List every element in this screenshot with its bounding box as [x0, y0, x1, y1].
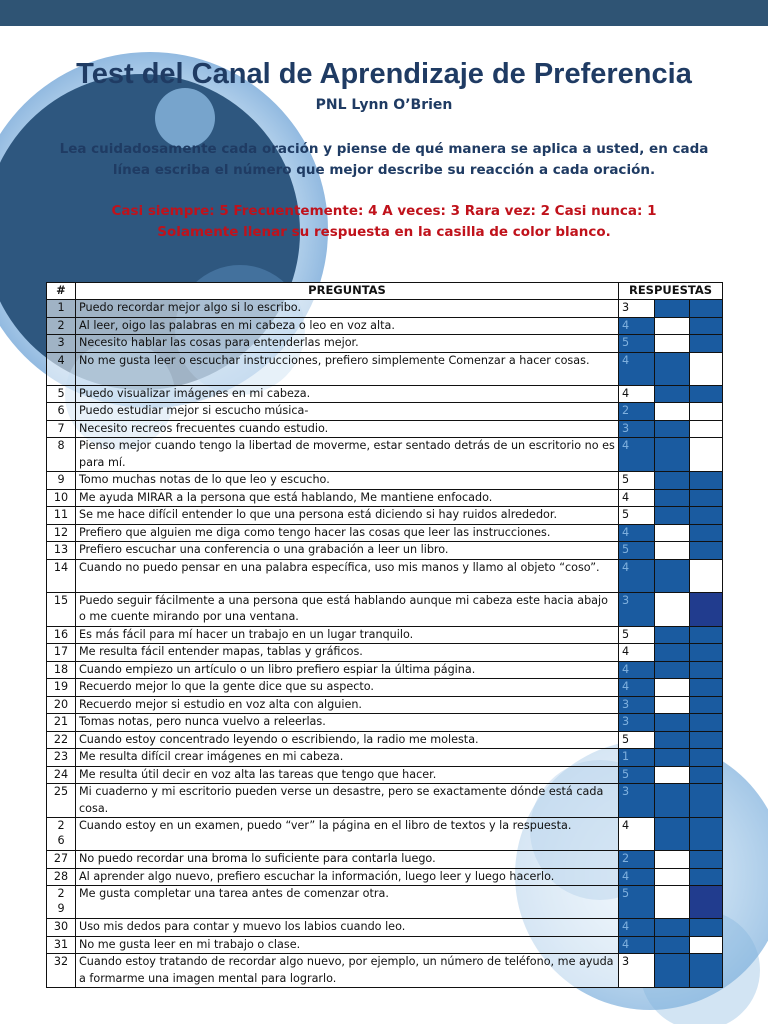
row-number: 22	[47, 731, 76, 749]
row-number: 12	[47, 524, 76, 542]
answer-cell[interactable]: 3	[619, 300, 655, 318]
table-row	[47, 542, 723, 560]
answer-cell[interactable]: 4	[619, 559, 655, 592]
answer-cell-extra[interactable]	[655, 696, 690, 714]
question-text: Me resulta fácil entender mapas, tablas y gráficos.	[76, 644, 619, 662]
question-text: Prefiero escuchar una conferencia o una grabación a leer un libro.	[76, 542, 619, 560]
answer-cell-extra[interactable]	[655, 679, 690, 697]
answer-cell-extra	[655, 749, 690, 767]
row-number: 18	[47, 661, 76, 679]
answer-cell-extra[interactable]	[690, 352, 723, 385]
table-row	[47, 524, 723, 542]
table-row	[47, 919, 723, 937]
answer-cell-extra	[690, 851, 723, 869]
question-text: Me resulta útil decir en voz alta las tareas que tengo que hacer.	[76, 766, 619, 784]
answer-cell-extra[interactable]	[655, 851, 690, 869]
table-row	[47, 818, 723, 851]
answer-cell-extra	[690, 644, 723, 662]
question-text: Cuando estoy concentrado leyendo o escribiendo, la radio me molesta.	[76, 731, 619, 749]
answer-cell-extra	[655, 438, 690, 472]
answer-cell[interactable]: 4	[619, 661, 655, 679]
question-text: Al leer, oigo las palabras en mi cabeza o leo en voz alta.	[76, 317, 619, 335]
row-number: 2 9	[47, 886, 76, 919]
answer-cell[interactable]: 4	[619, 385, 655, 403]
answer-cell-extra[interactable]	[655, 868, 690, 886]
answer-cell[interactable]: 5	[619, 626, 655, 644]
answer-cell[interactable]: 5	[619, 731, 655, 749]
row-number: 13	[47, 542, 76, 560]
answer-cell-extra	[655, 352, 690, 385]
answer-cell[interactable]: 5	[619, 472, 655, 490]
row-number: 17	[47, 644, 76, 662]
answer-cell-extra	[655, 385, 690, 403]
row-number: 14	[47, 559, 76, 592]
page-subtitle: PNL Lynn O’Brien	[315, 97, 453, 113]
question-text: Me resulta difícil crear imágenes en mi cabeza.	[76, 749, 619, 767]
answer-cell-extra	[655, 936, 690, 954]
question-text: Tomo muchas notas de lo que leo y escucho.	[76, 472, 619, 490]
answer-cell-extra	[655, 300, 690, 318]
table-row	[47, 335, 723, 353]
answer-cell[interactable]: 4	[619, 352, 655, 385]
row-number: 31	[47, 936, 76, 954]
question-text: Puedo seguir fácilmente a una persona que está hablando aunque mi cabeza este hacia abajo o me cuente mirando por una ventana.	[76, 592, 619, 626]
answer-cell[interactable]: 3	[619, 696, 655, 714]
question-text: Pienso mejor cuando tengo la libertad de moverme, estar sentado detrás de un escritorio no es para mí.	[76, 438, 619, 472]
question-text: Me ayuda MIRAR a la persona que está hablando, Me mantiene enfocado.	[76, 489, 619, 507]
answer-cell-extra	[690, 679, 723, 697]
question-text: Me gusta completar una tarea antes de comenzar otra.	[76, 886, 619, 919]
question-text: Puedo visualizar imágenes en mi cabeza.	[76, 385, 619, 403]
answer-cell[interactable]: 4	[619, 644, 655, 662]
question-text: Recuerdo mejor si estudio en voz alta con alguien.	[76, 696, 619, 714]
answer-cell-extra	[690, 472, 723, 490]
answer-cell-extra	[690, 542, 723, 560]
answer-cell-extra	[690, 954, 723, 988]
table-row	[47, 592, 723, 626]
instructions-text: Lea cuidadosamente cada oración y piense de qué manera se aplica a usted, en cada línea escriba el número que mejor describe su reacción a cada oración.	[59, 141, 709, 178]
answer-cell[interactable]: 4	[619, 868, 655, 886]
answer-cell-extra[interactable]	[690, 936, 723, 954]
question-text: Cuando no puedo pensar en una palabra específica, uso mis manos y llamo al objeto “coso”.	[76, 559, 619, 592]
answer-cell[interactable]: 5	[619, 507, 655, 525]
answer-cell-extra	[655, 559, 690, 592]
answer-cell-extra	[690, 749, 723, 767]
table-row	[47, 385, 723, 403]
table-row	[47, 749, 723, 767]
answer-cell-extra	[690, 868, 723, 886]
question-text: Recuerdo mejor lo que la gente dice que su aspecto.	[76, 679, 619, 697]
table-row	[47, 936, 723, 954]
row-number: 23	[47, 749, 76, 767]
answer-cell-extra[interactable]	[655, 524, 690, 542]
row-number: 4	[47, 352, 76, 385]
answer-cell-extra	[690, 731, 723, 749]
table-row	[47, 420, 723, 438]
answer-cell[interactable]: 4	[619, 524, 655, 542]
answer-cell-extra	[690, 507, 723, 525]
answer-cell[interactable]: 4	[619, 317, 655, 335]
row-number: 2	[47, 317, 76, 335]
header-answers: RESPUESTAS	[619, 283, 723, 300]
table-row	[47, 661, 723, 679]
answer-cell-extra	[655, 919, 690, 937]
answer-cell-extra	[690, 766, 723, 784]
answer-cell-extra[interactable]	[690, 403, 723, 421]
question-text: Cuando empiezo un artículo o un libro prefiero espiar la última página.	[76, 661, 619, 679]
answer-cell-extra	[690, 784, 723, 818]
answer-cell-extra	[655, 507, 690, 525]
answer-cell-extra	[690, 335, 723, 353]
answer-cell[interactable]: 2	[619, 403, 655, 421]
question-text: Cuando estoy en un examen, puedo “ver” la página en el libro de textos y la respuesta.	[76, 818, 619, 851]
answer-cell-extra	[655, 489, 690, 507]
row-number: 6	[47, 403, 76, 421]
row-number: 2 6	[47, 818, 76, 851]
table-row	[47, 472, 723, 490]
table-row	[47, 300, 723, 318]
row-number: 7	[47, 420, 76, 438]
table-row	[47, 438, 723, 472]
answer-cell-extra	[655, 714, 690, 732]
answer-cell-extra	[655, 644, 690, 662]
row-number: 5	[47, 385, 76, 403]
row-number: 27	[47, 851, 76, 869]
question-text: Es más fácil para mí hacer un trabajo en un lugar tranquilo.	[76, 626, 619, 644]
row-number: 9	[47, 472, 76, 490]
answer-cell-extra	[690, 524, 723, 542]
question-text: Se me hace difícil entender lo que una persona está diciendo si hay ruidos alrededor.	[76, 507, 619, 525]
row-number: 21	[47, 714, 76, 732]
answer-cell-extra	[690, 626, 723, 644]
answer-cell-extra[interactable]	[690, 559, 723, 592]
question-text: No me gusta leer en mi trabajo o clase.	[76, 936, 619, 954]
table-row	[47, 626, 723, 644]
answer-cell-extra	[690, 489, 723, 507]
row-number: 19	[47, 679, 76, 697]
row-number: 3	[47, 335, 76, 353]
answer-cell-extra	[690, 919, 723, 937]
answer-cell-extra[interactable]	[655, 886, 690, 919]
answer-cell-extra[interactable]	[655, 542, 690, 560]
table-row	[47, 644, 723, 662]
answer-cell-extra	[690, 317, 723, 335]
scale-line: Casi siempre: 5 Frecuentemente: 4 A veces: 3 Rara vez: 2 Casi nunca: 1	[111, 203, 657, 219]
answer-cell-extra[interactable]	[655, 335, 690, 353]
row-number: 15	[47, 592, 76, 626]
answer-cell[interactable]: 3	[619, 420, 655, 438]
table-row	[47, 352, 723, 385]
table-row	[47, 403, 723, 421]
answer-cell[interactable]: 4	[619, 438, 655, 472]
answer-cell[interactable]: 5	[619, 766, 655, 784]
answer-cell[interactable]: 4	[619, 818, 655, 851]
table-row	[47, 851, 723, 869]
answer-cell[interactable]: 5	[619, 335, 655, 353]
header-questions: PREGUNTAS	[76, 283, 619, 300]
answer-cell[interactable]: 4	[619, 919, 655, 937]
answer-cell[interactable]: 1	[619, 749, 655, 767]
answer-cell-extra	[690, 592, 723, 626]
row-number: 25	[47, 784, 76, 818]
answer-cell[interactable]: 3	[619, 714, 655, 732]
header-number: #	[47, 283, 76, 300]
answer-cell-extra	[655, 472, 690, 490]
answer-cell-extra[interactable]	[690, 438, 723, 472]
page-title: Test del Canal de Aprendizaje de Preferencia	[76, 58, 692, 90]
answer-cell-extra[interactable]	[690, 420, 723, 438]
answer-cell-extra	[655, 731, 690, 749]
table-row	[47, 489, 723, 507]
answer-cell-extra	[690, 714, 723, 732]
table-row	[47, 731, 723, 749]
question-text: Prefiero que alguien me diga como tengo hacer las cosas que leer las instrucciones.	[76, 524, 619, 542]
table-row	[47, 954, 723, 988]
table-row	[47, 868, 723, 886]
questions-table	[46, 282, 723, 988]
table-row	[47, 507, 723, 525]
row-number: 10	[47, 489, 76, 507]
answer-cell-extra	[655, 818, 690, 851]
table-row	[47, 679, 723, 697]
answer-cell-extra	[690, 818, 723, 851]
row-number: 1	[47, 300, 76, 318]
answer-cell-extra	[655, 420, 690, 438]
answer-cell-extra	[655, 954, 690, 988]
answer-cell-extra[interactable]	[655, 592, 690, 626]
answer-cell[interactable]: 4	[619, 489, 655, 507]
answer-cell-extra[interactable]	[655, 403, 690, 421]
question-text: Al aprender algo nuevo, prefiero escuchar la información, luego leer y luego hacerlo.	[76, 868, 619, 886]
row-number: 11	[47, 507, 76, 525]
row-number: 8	[47, 438, 76, 472]
row-number: 32	[47, 954, 76, 988]
answer-cell-extra	[690, 300, 723, 318]
answer-cell[interactable]: 2	[619, 851, 655, 869]
row-number: 28	[47, 868, 76, 886]
question-text: Puedo recordar mejor algo si lo escribo.	[76, 300, 619, 318]
question-text: No me gusta leer o escuchar instrucciones, prefiero simplemente Comenzar a hacer cosas.	[76, 352, 619, 385]
answer-cell-extra	[655, 661, 690, 679]
answer-cell-extra[interactable]	[655, 317, 690, 335]
row-number: 24	[47, 766, 76, 784]
answer-cell-extra[interactable]	[655, 766, 690, 784]
row-number: 20	[47, 696, 76, 714]
question-text: Uso mis dedos para contar y muevo los labios cuando leo.	[76, 919, 619, 937]
table-row	[47, 317, 723, 335]
table-row	[47, 766, 723, 784]
answer-cell-extra	[690, 661, 723, 679]
answer-cell[interactable]: 3	[619, 592, 655, 626]
question-text: Mi cuaderno y mi escritorio pueden verse un desastre, pero se exactamente dónde está cada cosa.	[76, 784, 619, 818]
question-text: Puedo estudiar mejor si escucho música-	[76, 403, 619, 421]
question-text: Tomas notas, pero nunca vuelvo a releerlas.	[76, 714, 619, 732]
answer-cell[interactable]: 3	[619, 954, 655, 988]
answer-cell-extra	[690, 886, 723, 919]
question-text: Cuando estoy tratando de recordar algo nuevo, por ejemplo, un número de teléfono, me ayuda a formarme una imagen mental para lograrlo.	[76, 954, 619, 988]
answer-cell-extra	[690, 385, 723, 403]
question-text: Necesito recreos frecuentes cuando estudio.	[76, 420, 619, 438]
table-row	[47, 696, 723, 714]
fill-note: Solamente llenar su respuesta en la casilla de color blanco.	[157, 224, 611, 240]
row-number: 16	[47, 626, 76, 644]
answer-cell[interactable]: 5	[619, 542, 655, 560]
question-text: Necesito hablar las cosas para entenderlas mejor.	[76, 335, 619, 353]
table-row	[47, 714, 723, 732]
table-row	[47, 784, 723, 818]
row-number: 30	[47, 919, 76, 937]
table-header-row	[47, 283, 723, 300]
answer-cell[interactable]: 4	[619, 936, 655, 954]
table-row	[47, 559, 723, 592]
answer-cell-extra	[655, 784, 690, 818]
question-text: No puedo recordar una broma lo suficiente para contarla luego.	[76, 851, 619, 869]
scale-legend	[52, 201, 716, 243]
answer-cell-extra	[690, 696, 723, 714]
table-row	[47, 886, 723, 919]
answer-cell[interactable]: 3	[619, 784, 655, 818]
answer-cell-extra	[655, 626, 690, 644]
answer-cell[interactable]: 5	[619, 886, 655, 919]
answer-cell[interactable]: 4	[619, 679, 655, 697]
